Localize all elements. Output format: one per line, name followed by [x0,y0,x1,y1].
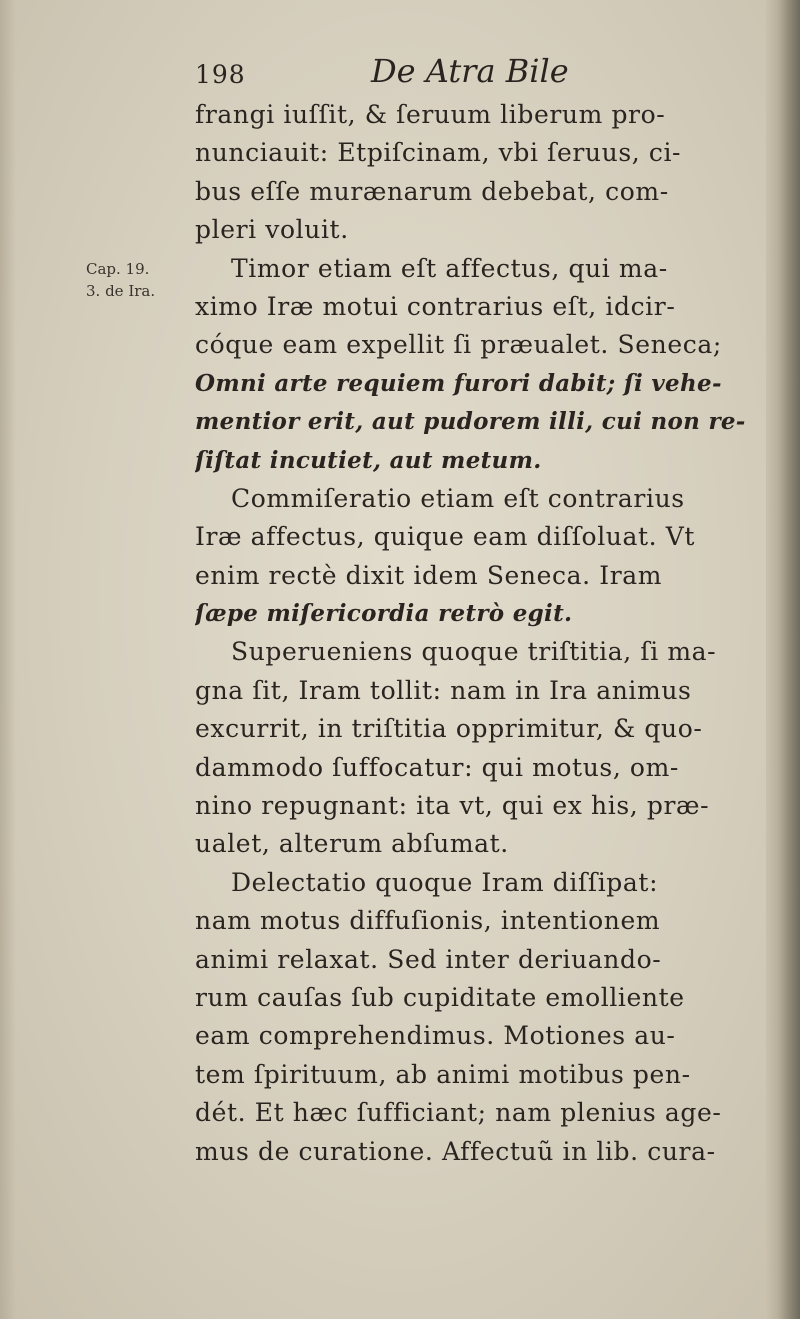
text-line: enim rectè dixit idem Seneca. Iram [195,560,663,590]
text-line: eam comprehendimus. Motiones au- [195,1021,676,1051]
text-line: tem ſpirituum, ab animi motibus pen- [195,1059,691,1089]
body-text [195,96,770,1171]
text-line: dét. Et hæc ſufficiant; nam plenius age- [195,1098,722,1128]
text-line: Omni arte requiem furori dabit; ſi vehe- [195,369,722,397]
text-line: mentior erit, aut pudorem illi, cui non re- [195,408,746,436]
page-left-edge [0,0,16,1319]
text-line: ſæpe miſericordia retrò egit. [195,600,573,628]
text-line: animi relaxat. Sed inter deriuando- [195,944,662,974]
text-line: Commiſeratio etiam eſt contrarius [231,483,685,513]
book-gutter [766,0,800,1319]
text-line: nino repugnant: ita vt, qui ex his, præ- [195,791,710,821]
text-line: cóque eam expellit ſi præualet. Seneca; [195,330,722,360]
text-line: frangi iuſſit, & ſeruum liberum pro- [195,100,666,129]
text-line: rum cauſas ſub cupiditate emolliente [195,982,685,1012]
text-line: nunciauit: Etpiſcinam, vbi ſeruus, ci- [195,138,682,168]
text-line: dammodo ſuffocatur: qui motus, om- [195,752,679,782]
text-line: Superueniens quoque triſtitia, ſi ma- [231,637,717,667]
text-line: excurrit, in triſtitia opprimitur, & quo- [195,714,703,744]
text-line: ximo Iræ motui contrarius eſt, idcir- [195,291,676,321]
page-number: 198 [195,60,246,89]
running-head: De Atra Bile [371,52,569,90]
text-line: pleri voluit. [195,215,349,245]
marginal-note [86,258,182,302]
text-line: gna ſit, Iram tollit: nam in Ira animus [195,675,692,705]
text-line: ſiſtat incutiet, aut metum. [195,446,542,474]
text-line: Timor etiam eſt affectus, qui ma- [231,253,668,283]
text-line: Delectatio quoque Iram diſſipat: [231,867,659,897]
text-line: ualet, alterum abſumat. [195,829,509,859]
marginal-note-line: Cap. 19. [86,260,150,278]
text-line: nam motus diffuſionis, intentionem [195,906,661,936]
text-line: mus de curatione. Affectuũ in lib. cura- [195,1136,716,1166]
marginal-note-line: 3. de Ira. [86,282,156,300]
text-line: bus eſſe murænarum debebat, com- [195,176,669,206]
text-line: Iræ affectus, quique eam diſſoluat. Vt [195,522,696,552]
page-header [195,46,755,96]
